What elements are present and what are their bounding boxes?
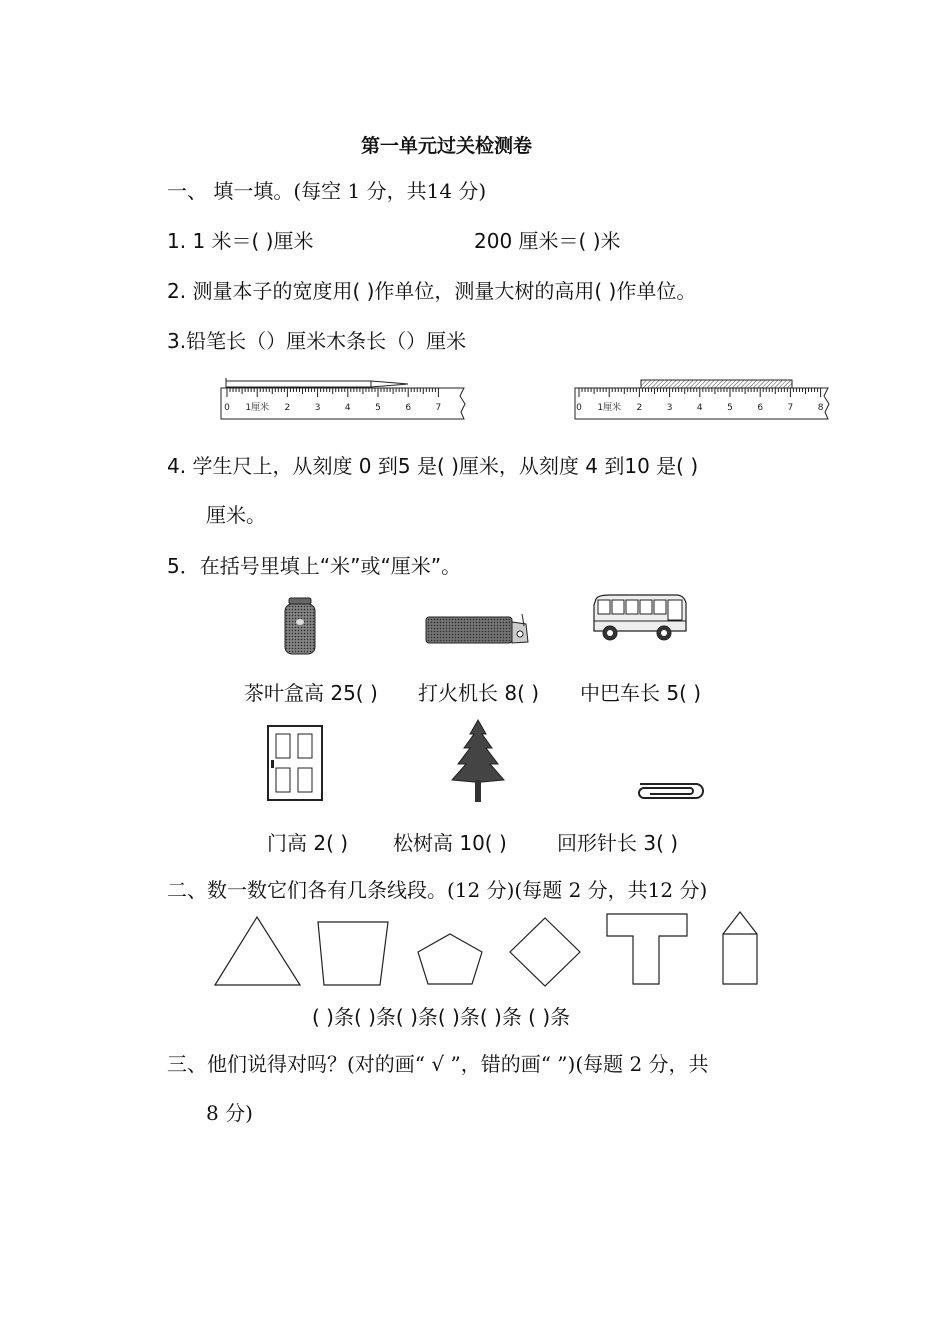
paper-clip-icon (630, 778, 708, 802)
segment-answers: ( )条( )条( )条( )条( )条 ( )条 (312, 1005, 571, 1029)
question-2: 2. 测量本子的宽度用( )作单位，测量大树的高用( )作单位。 (167, 279, 697, 303)
ruler-label: 2 (284, 403, 291, 413)
question-5: 5．在括号里填上“米”或“厘米”。 (167, 554, 462, 578)
ruler-label: 5 (375, 403, 381, 413)
ruler-label: 2 (636, 403, 643, 413)
pencil-shape (723, 912, 757, 984)
question-1-left: 1. 1 米＝( )厘米 (167, 229, 314, 253)
question-1-right: 200 厘米＝( )米 (474, 229, 621, 253)
ruler-label: 5 (727, 403, 733, 413)
trapezoid-shape (318, 922, 388, 985)
ruler-label: 6 (405, 403, 412, 413)
caption-pine-tree: 松树高 10( ) (393, 831, 507, 855)
caption-bus: 中巴车长 5( ) (580, 681, 702, 705)
question-4-line-1: 4. 学生尺上，从刻度 0 到5 是( )厘米，从刻度 4 到10 是( ) (167, 454, 699, 478)
ruler-label: 0 (224, 403, 230, 413)
section-1-heading: 一、 填一填。(每空 1 分，共14 分) (167, 179, 487, 203)
ruler-label: 4 (696, 403, 703, 413)
caption-tea-box: 茶叶盒高 25( ) (244, 681, 378, 705)
ruler-label: 1厘米 (597, 403, 622, 413)
door-icon (266, 724, 324, 802)
question-4-line-2: 厘米。 (206, 503, 266, 527)
ruler-label: 7 (435, 403, 442, 413)
ruler-label: 1厘米 (245, 403, 270, 413)
ruler-with-pencil (218, 378, 468, 422)
page-title: 第一单元过关检测卷 (361, 135, 533, 157)
ruler-with-wood-strip (572, 378, 834, 422)
t-shape (607, 914, 687, 984)
ruler-label: 0 (576, 403, 582, 413)
section-3-heading: 三、他们说得对吗？(对的画“ √ ”，错的画“ ”)(每题 2 分，共 (167, 1052, 709, 1076)
question-3: 3.铅笔长（）厘米木条长（）厘米 (167, 329, 467, 353)
pentagon-shape (418, 934, 482, 984)
triangle-shape (215, 917, 300, 985)
section-2-heading: 二、数一数它们各有几条线段。(12 分)(每题 2 分，共12 分) (167, 878, 708, 902)
lighter-icon (424, 612, 536, 646)
bus-icon (590, 593, 690, 645)
pine-tree-icon (446, 718, 510, 804)
shapes-row (210, 910, 770, 990)
ruler-label: 8 (817, 403, 824, 413)
ruler-label: 3 (666, 403, 673, 413)
ruler-label: 6 (757, 403, 764, 413)
caption-door: 门高 2( ) (267, 831, 349, 855)
wood-strip-icon (641, 380, 792, 388)
section-3-heading-cont: 8 分) (206, 1101, 253, 1125)
caption-lighter: 打火机长 8( ) (418, 681, 540, 705)
ruler-label: 7 (787, 403, 794, 413)
ruler-label: 4 (344, 403, 351, 413)
diamond-shape (510, 918, 580, 986)
ruler-label: 3 (314, 403, 321, 413)
tea-box-icon (282, 596, 320, 658)
caption-paper-clip: 回形针长 3( ) (557, 831, 679, 855)
